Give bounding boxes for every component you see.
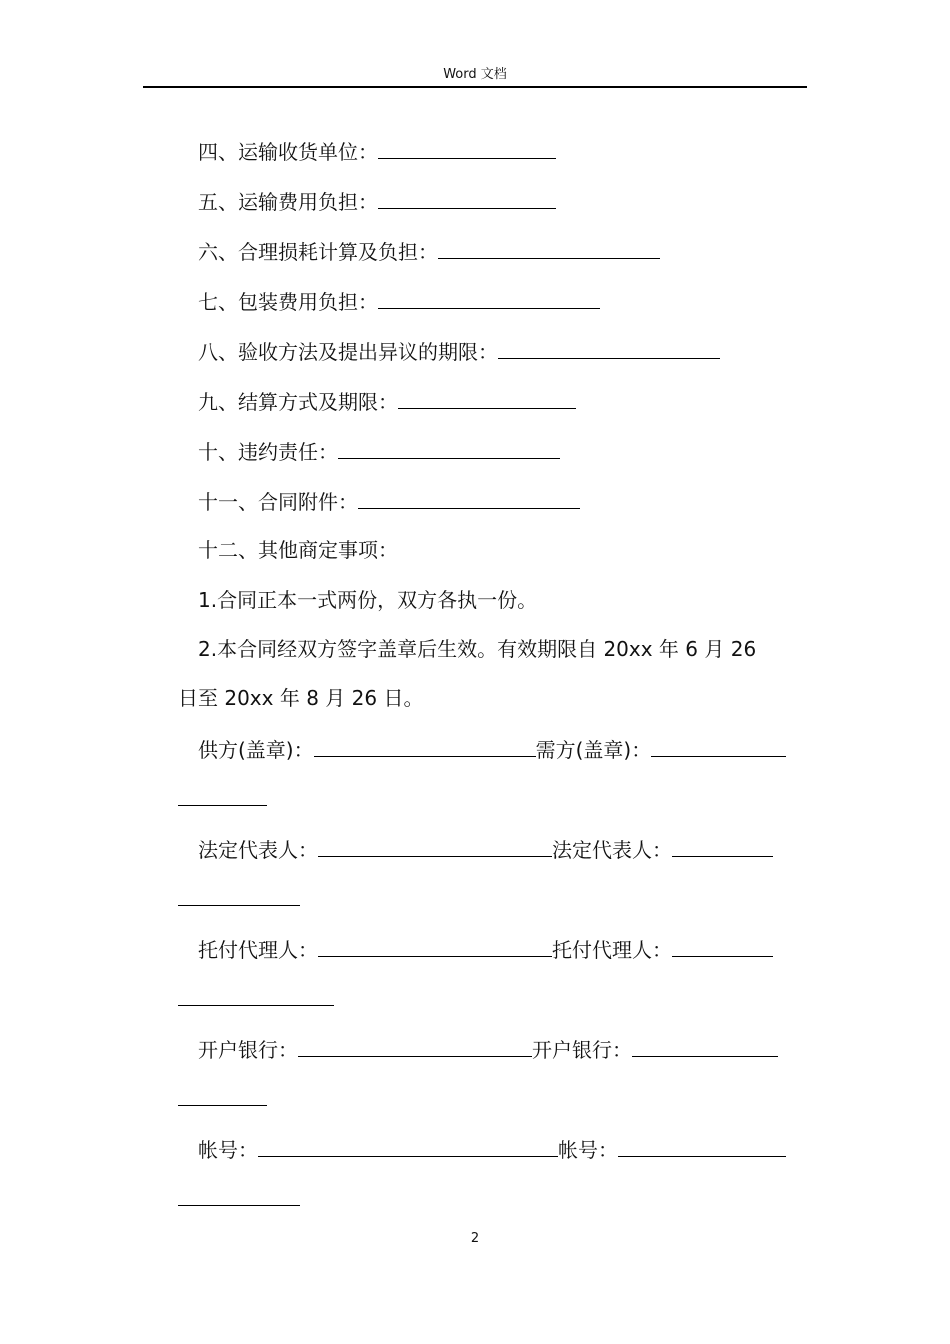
signature-row-seal xyxy=(198,734,786,764)
item-attachments xyxy=(198,486,580,516)
fill-blank[interactable] xyxy=(298,1034,532,1057)
item-label: 五、运输费用负担： xyxy=(198,190,378,214)
fill-blank-continued[interactable] xyxy=(178,1104,267,1106)
item-label: 十、违约责任： xyxy=(198,440,338,464)
fill-blank-continued[interactable] xyxy=(178,804,267,806)
fill-blank-continued[interactable] xyxy=(178,1204,300,1206)
item-settlement xyxy=(198,386,576,416)
item-label: 八、验收方法及提出异议的期限： xyxy=(198,340,498,364)
fill-blank[interactable] xyxy=(618,1134,786,1157)
signature-row-legal-rep xyxy=(198,834,773,864)
item-acceptance xyxy=(198,336,720,366)
fill-blank[interactable] xyxy=(378,186,556,209)
buyer-legal-rep-label: 法定代表人： xyxy=(552,838,672,862)
fill-blank[interactable] xyxy=(378,136,556,159)
fill-blank[interactable] xyxy=(438,236,660,259)
buyer-bank-label: 开户银行： xyxy=(532,1038,632,1062)
signature-row-agent xyxy=(198,934,773,964)
page-header-title: Word 文档 xyxy=(443,67,507,82)
fill-blank[interactable] xyxy=(672,934,773,957)
fill-blank[interactable] xyxy=(651,734,786,757)
signature-row-bank xyxy=(198,1034,778,1064)
supplier-seal-label: 供方(盖章)： xyxy=(198,738,314,762)
clause-1: 1.合同正本一式两份，双方各执一份。 xyxy=(198,588,538,612)
item-receiver xyxy=(198,136,556,166)
fill-blank[interactable] xyxy=(258,1134,558,1157)
buyer-account-label: 帐号： xyxy=(558,1138,618,1162)
item-transport-fee xyxy=(198,186,556,216)
clause-2-line-2: 日至 20xx 年 8 月 26 日。 xyxy=(178,686,424,710)
supplier-account-label: 帐号： xyxy=(198,1138,258,1162)
fill-blank[interactable] xyxy=(632,1034,778,1057)
fill-blank[interactable] xyxy=(318,834,552,857)
fill-blank[interactable] xyxy=(378,286,600,309)
buyer-agent-label: 托付代理人： xyxy=(552,938,672,962)
item-label: 九、结算方式及期限： xyxy=(198,390,398,414)
header-rule xyxy=(143,86,807,88)
fill-blank[interactable] xyxy=(318,934,552,957)
supplier-legal-rep-label: 法定代表人： xyxy=(198,838,318,862)
fill-blank[interactable] xyxy=(672,834,773,857)
clause-2-line-1: 2.本合同经双方签字盖章后生效。有效期限自 20xx 年 6 月 26 xyxy=(198,637,757,661)
item-packaging-fee xyxy=(198,286,600,316)
other-matters-heading: 十二、其他商定事项： xyxy=(198,538,398,562)
fill-blank-continued[interactable] xyxy=(178,904,300,906)
signature-row-account xyxy=(198,1134,786,1164)
supplier-agent-label: 托付代理人： xyxy=(198,938,318,962)
fill-blank[interactable] xyxy=(314,734,536,757)
item-liability xyxy=(198,436,560,466)
fill-blank[interactable] xyxy=(338,436,560,459)
item-label: 六、合理损耗计算及负担： xyxy=(198,240,438,264)
fill-blank[interactable] xyxy=(498,336,720,359)
item-loss xyxy=(198,236,660,266)
fill-blank[interactable] xyxy=(358,486,580,509)
buyer-seal-label: 需方(盖章)： xyxy=(535,738,652,762)
item-label: 七、包装费用负担： xyxy=(198,290,378,314)
fill-blank-continued[interactable] xyxy=(178,1004,334,1006)
supplier-bank-label: 开户银行： xyxy=(198,1038,298,1062)
fill-blank[interactable] xyxy=(398,386,576,409)
item-label: 四、运输收货单位： xyxy=(198,140,378,164)
page-number: 2 xyxy=(470,1231,480,1246)
item-label: 十一、合同附件： xyxy=(198,490,358,514)
